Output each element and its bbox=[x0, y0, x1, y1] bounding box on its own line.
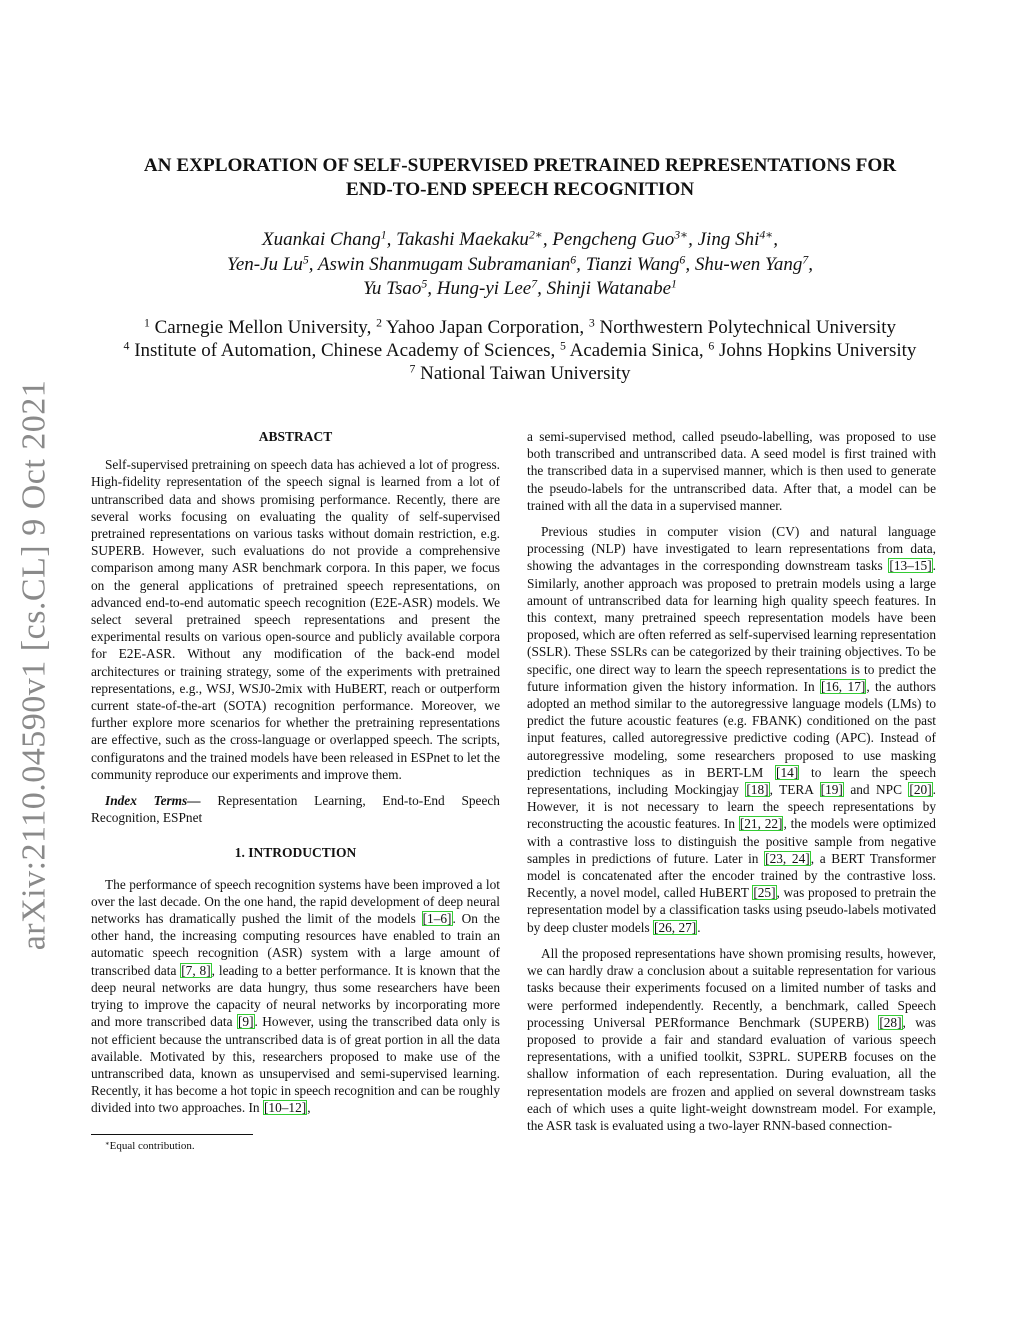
affiliation-name: Yahoo Japan Corporation bbox=[386, 317, 580, 338]
author-mark: 1 bbox=[671, 277, 677, 291]
affiliation-num: 1 bbox=[143, 316, 150, 330]
affiliation-num: 4 bbox=[123, 339, 130, 353]
citation-link[interactable]: [20] bbox=[909, 782, 932, 798]
affiliation-num: 5 bbox=[560, 339, 566, 353]
citation-link[interactable]: [7, 8] bbox=[181, 962, 211, 978]
footnote-divider bbox=[91, 1134, 253, 1135]
affiliation-line-2: $^4$ Institute of Automation, Chinese Academy of Sciences, $^5$ Academia Sinica, $^6$ Johns Hopkins University bbox=[123, 339, 917, 361]
author-name: Shinji Watanabe bbox=[546, 278, 672, 299]
intro-paragraph-2: a semi-supervised method, called pseudo-labelling, was proposed to use both transcribed and untranscribed data. A seed model is first trained with the transcribed data in a supervised manner, which is then used to generate the pseudo-labels for the untranscribed data. After that, a model can be trained with all the data in a supervised manner. bbox=[527, 429, 936, 513]
intro-paragraph-4 bbox=[527, 945, 936, 1134]
author-line-2: Yen-Ju Lu$^5$, Aswin Shanmugam Subramanian$^6$, Tianzi Wang$^6$, Shu-wen Yang$^7$, bbox=[227, 253, 813, 275]
intro-p1-text: . However, using the transcribed data only is not efficient because the untranscribed data is of great portion in all the data available. Motivated by this, researchers proposed to make use of the untranscribed data, known as unsupervised and semi-supervised learning. Recently, it has become a hot topic in speech recognition and can be roughly divided into two approaches. In bbox=[91, 1014, 500, 1116]
intro-p3-text: , was proposed to pretrain the representation model by a classification tasks using pseudo-labels motivated by deep cluster models bbox=[527, 885, 937, 935]
title-line-1: AN EXPLORATION OF SELF-SUPERVISED PRETRAINED REPRESENTATIONS FOR bbox=[143, 155, 897, 176]
intro-p3-text: Previous studies in computer vision (CV) and natural language processing (NLP) have investigated to learn representations from data, showing the advantages in the corresponding downstream tasks bbox=[527, 524, 936, 574]
author-mark: 6 bbox=[679, 253, 686, 267]
intro-p3-text: . However, it is not necessary to learn the speech representations by reconstructing the acoustic features. In bbox=[527, 782, 936, 832]
affiliation-line-1: $^1$ Carnegie Mellon University, $^2$ Yahoo Japan Corporation, $^3$ Northwestern Polytechnical University bbox=[143, 316, 897, 338]
intro-p3-text: , the models were optimized with a contrastive loss to distinguish the positive sample from negative samples in predictions of future. Later in bbox=[527, 816, 936, 866]
intro-p3-text: , the authors adopted an method similar to the autoregressive language models (LMs) to predict the future acoustic features (e.g. FBANK) conditioned on the past input features, called autoregressive predictive coding (APC). Instead of autoregressive modeling, some researchers proposed to use masking prediction techniques as in BERT-LM bbox=[527, 678, 936, 780]
citation-link[interactable]: [1–6] bbox=[422, 911, 452, 927]
citation-link[interactable]: [13–15] bbox=[889, 558, 932, 574]
affiliation-num: 7 bbox=[409, 362, 416, 376]
abstract-heading: ABSTRACT bbox=[258, 429, 333, 444]
intro-p1-text: The performance of speech recognition systems have been improved a lot over the last decade. On the one hand, the rapid development of deep neural networks has dramatically pushed the limit of the models bbox=[91, 876, 500, 927]
affiliation-name: Academia Sinica bbox=[569, 340, 699, 361]
author-line-1: Xuankai Chang$^1$, Takashi Maekaku$^{2∗}$, Pengcheng Guo$^{3∗}$, Jing Shi$^{4∗}$, bbox=[261, 228, 778, 250]
author-mark: 5 bbox=[302, 253, 309, 267]
introduction-heading: 1. INTRODUCTION bbox=[234, 845, 357, 861]
citation-link[interactable]: [16, 17] bbox=[821, 678, 866, 694]
affiliation-name: National Taiwan University bbox=[420, 363, 631, 384]
author-name: Shu-wen Yang bbox=[694, 253, 803, 275]
author-name: Takashi Maekaku bbox=[396, 229, 529, 250]
footnote-mark: ∗ bbox=[105, 1139, 110, 1147]
affiliation-num: 3 bbox=[588, 316, 595, 330]
index-terms-label: Index Terms— bbox=[105, 793, 201, 809]
citation-link[interactable]: [21, 22] bbox=[739, 816, 783, 832]
intro-p1-text: . On the other hand, the increasing computing resources have enabled to train an automatic speech recognition (ASR) system with a large amount of transcribed data bbox=[91, 911, 500, 978]
title-line-2: END-TO-END SPEECH RECOGNITION bbox=[345, 179, 695, 200]
affiliation-num: 2 bbox=[376, 316, 382, 330]
citation-link[interactable]: [26, 27] bbox=[654, 919, 697, 935]
citation-link[interactable]: [18] bbox=[746, 782, 769, 798]
intro-p3-text: to learn the speech representations, including Mockingjay bbox=[527, 764, 936, 798]
intro-p4-text: , was proposed to provide a fair and standard evaluation of various speech representations, with a unified toolkit, S3PRL. SUPERB focuses on the shallow information of each representation. During evaluation, all the representation models are frozen and applied on several downstream tasks each of which uses a quite light-weight downstream model. For example, the ASR task is evaluated using a two-layer RNN-based connection- bbox=[527, 1014, 936, 1133]
affiliation-name: Northwestern Polytechnical University bbox=[599, 317, 897, 338]
author-mark: 3∗ bbox=[674, 228, 689, 242]
citation-link[interactable]: [10–12] bbox=[263, 1100, 307, 1116]
affiliation-line-3 bbox=[90, 362, 950, 385]
author-name: Aswin Shanmugam Subramanian bbox=[317, 253, 571, 275]
footnote-text: Equal contribution. bbox=[109, 1139, 195, 1152]
paper-title bbox=[90, 154, 950, 202]
intro-p3-text: and NPC bbox=[843, 782, 909, 798]
author-name: Yu Tsao bbox=[363, 278, 422, 299]
citation-link[interactable]: [19] bbox=[820, 782, 843, 798]
affiliation-name: Institute of Automation, Chinese Academy of Sciences bbox=[134, 340, 551, 361]
affiliation-list bbox=[90, 316, 950, 385]
intro-paragraph-3 bbox=[527, 523, 936, 936]
author-name: Pengcheng Guo bbox=[552, 229, 675, 250]
index-terms bbox=[91, 792, 500, 826]
intro-p1-text: , bbox=[307, 1100, 311, 1116]
left-column bbox=[91, 428, 500, 1153]
author-mark: 1 bbox=[380, 228, 387, 242]
intro-p3-text: , a BERT Transformer model is concatenated after the encoder trained by the contrastive loss. Recently, a novel model, called HuBERT bbox=[527, 850, 936, 901]
author-name: Tianzi Wang bbox=[585, 253, 680, 275]
arxiv-stamp bbox=[4, 350, 64, 980]
author-mark: 6 bbox=[570, 253, 577, 267]
author-mark: 2∗ bbox=[528, 228, 543, 242]
index-terms-text: Representation Learning, End-to-End Speech Recognition, ESPnet bbox=[91, 793, 500, 826]
author-name: Jing Shi bbox=[697, 229, 760, 250]
abstract-body: Self-supervised pretraining on speech data has achieved a lot of progress. High-fidelity representation of the speech signal is learned from a lot of untranscribed data and shows promising performance. Recently, there are several works focusing on evaluating the quality of self-supervised pretrained representations on various tasks without domain restriction, e.g. SUPERB. However, such evaluations do not provide a comprehensive comparison among many ASR benchmark corpora. In this paper, we focus on the general applications of pretrained speech representations, on advanced end-to-end automatic speech recognition (E2E-ASR) models. We select several pretrained speech representations and present the experimental results on various open-source and publicly available corpora for E2E-ASR. Without any modification of the back-end model architectures or training strategy, some of the experiments with pretrained representations, e.g., WSJ, WSJ0-2mix with HuBERT, reach or outperform current state-of-the-art (SOTA) recognition performance. Moreover, we further explore more scenarios for whether the pretraining representations are effective, such as the cross-language or overlapped speech. The scripts, configuratons and the trained models have been released in ESPnet to let the community reproduce our experiments and improve them. bbox=[91, 457, 500, 782]
affiliation-num: 6 bbox=[708, 339, 715, 353]
intro-p3-text: . Similarly, another approach was proposed to pretrain models using a large amount of untranscribed data for learning high quality speech features. In this context, many pretrained speech representation models have been proposed, which are often referred as self-supervised learning representation (SSLR). These SSLRs can be categorized by their training objectives. To be specific, one direct way to learn the speech representations is to predict the future information given the history information. In bbox=[527, 558, 936, 694]
author-mark: 7 bbox=[802, 253, 809, 267]
citation-link[interactable]: [23, 24] bbox=[765, 850, 810, 866]
intro-p1-text: , leading to a better performance. It is known that the deep neural networks are data hungry, thus some researchers have been trying to improve the capacity of neural networks by incorporating more and more transcribed data bbox=[91, 962, 500, 1030]
author-name: Hung-yi Lee bbox=[436, 278, 532, 299]
affiliation-name: Johns Hopkins University bbox=[719, 340, 917, 361]
author-mark: 5 bbox=[421, 277, 428, 291]
author-mark: 7 bbox=[531, 277, 538, 291]
citation-link[interactable]: [14] bbox=[776, 764, 799, 780]
citation-link[interactable]: [9] bbox=[237, 1014, 254, 1030]
author-line-3: Yu Tsao$^5$, Hung-yi Lee$^7$, Shinji Watanabe$^1$ bbox=[363, 277, 677, 299]
arxiv-stamp-text[interactable]: arXiv:2110.04590v1 [cs.CL] 9 Oct 2021 bbox=[15, 379, 53, 951]
intro-paragraph-1 bbox=[91, 876, 500, 1117]
affiliation-name: Carnegie Mellon University bbox=[154, 317, 367, 338]
intro-p3-text: . bbox=[697, 919, 701, 935]
intro-p3-text: , TERA bbox=[769, 782, 820, 798]
author-mark: 4∗ bbox=[759, 228, 774, 242]
citation-link[interactable]: [25] bbox=[753, 885, 776, 901]
author-name: Yen-Ju Lu bbox=[227, 253, 303, 275]
footnote bbox=[91, 1139, 500, 1153]
citation-link[interactable]: [28] bbox=[879, 1014, 902, 1030]
author-name: Xuankai Chang bbox=[261, 229, 381, 250]
author-list bbox=[90, 228, 950, 302]
intro-p4-text: All the proposed representations have shown promising results, however, we can hardly draw a conclusion about a suitable representation for various tasks because their experiments focused on a limited number of tasks and were performed independently. Recently, a benchmark, called Speech processing Universal PERformance Benchmark (SUPERB) bbox=[527, 945, 936, 1030]
right-column bbox=[527, 428, 936, 1134]
